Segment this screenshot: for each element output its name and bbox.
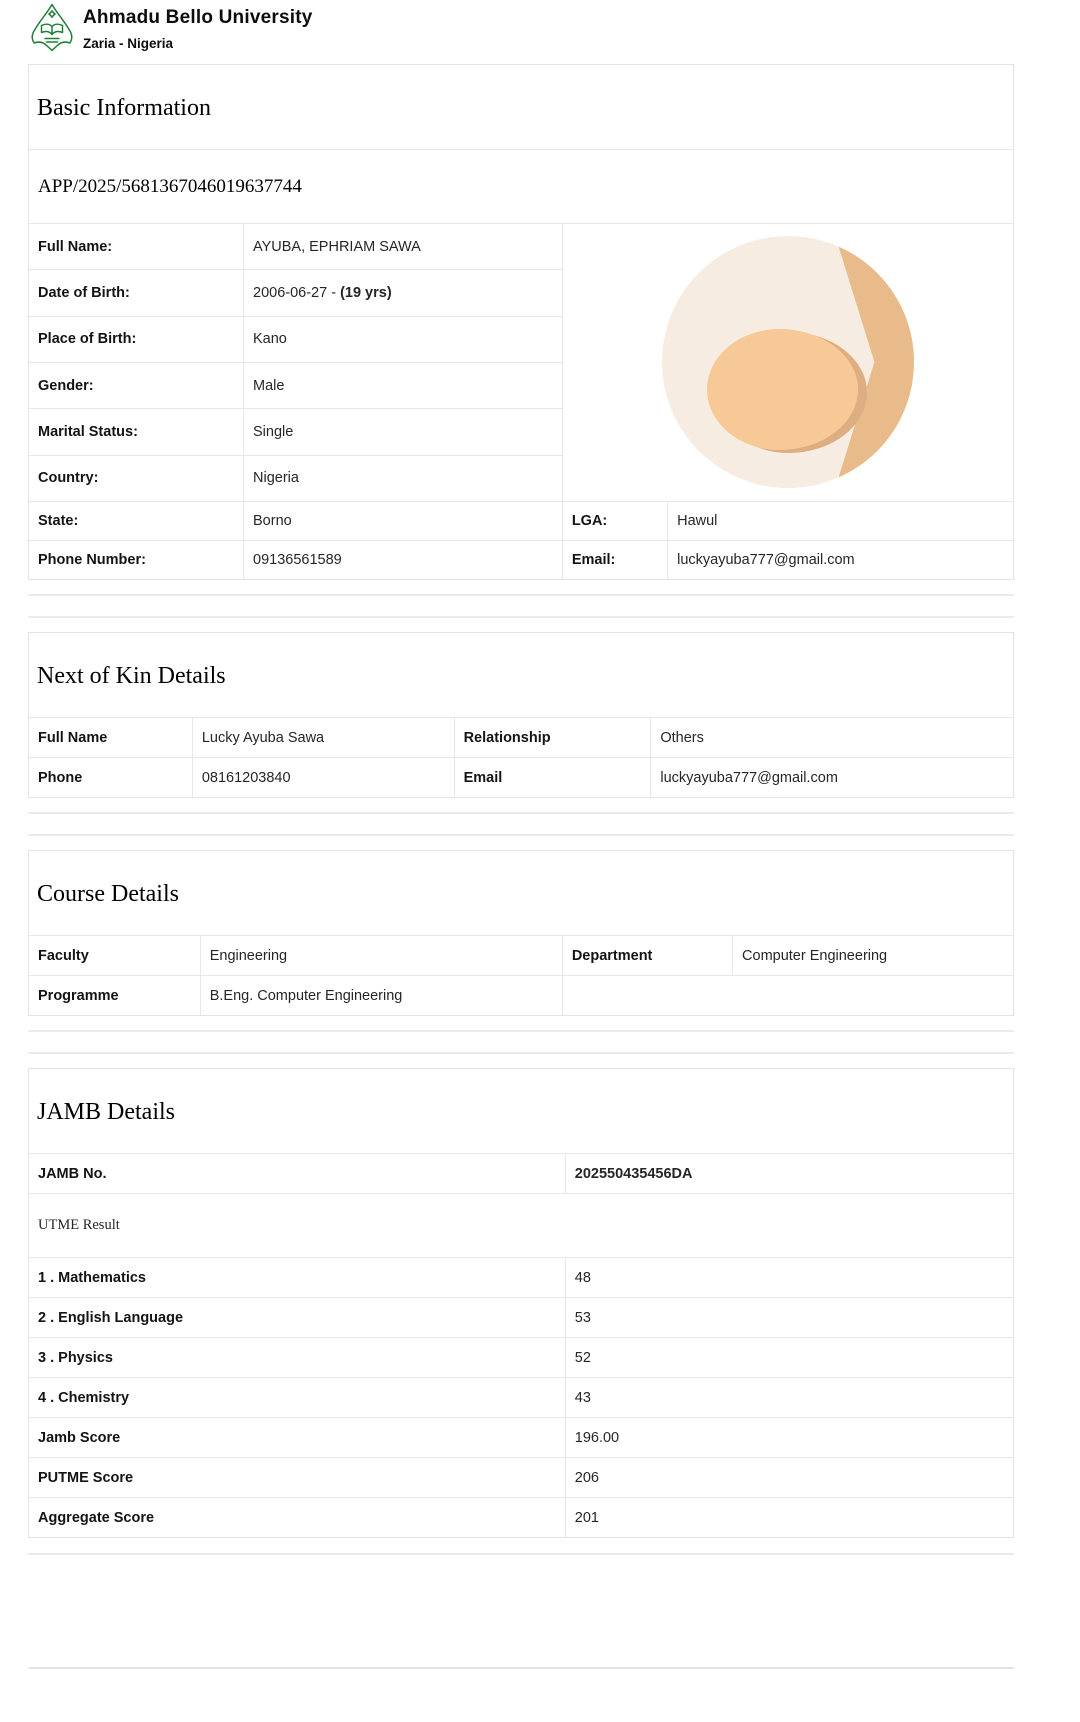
divider-line bbox=[28, 834, 1014, 836]
jamb-score-label: Jamb Score bbox=[29, 1418, 565, 1458]
jamb-no-value: 202550435456DA bbox=[565, 1154, 1013, 1194]
country-value: Nigeria bbox=[244, 455, 563, 501]
kin-phone-label: Phone bbox=[29, 758, 192, 798]
full-name-label: Full Name: bbox=[29, 224, 244, 270]
subject-score: 53 bbox=[565, 1298, 1013, 1338]
university-location: Zaria - Nigeria bbox=[83, 36, 174, 51]
course-details-title: Course Details bbox=[29, 851, 1013, 936]
lga-value: Hawul bbox=[668, 502, 1013, 541]
jamb-no-label: JAMB No. bbox=[29, 1154, 565, 1194]
table-row bbox=[29, 936, 1013, 976]
table-row bbox=[29, 758, 1013, 798]
header bbox=[0, 0, 1080, 64]
next-of-kin-card bbox=[28, 632, 1014, 798]
phone-value: 09136561589 bbox=[244, 541, 563, 580]
subject-score: 43 bbox=[565, 1378, 1013, 1418]
programme-label: Programme bbox=[29, 976, 200, 1016]
kin-relationship-label: Relationship bbox=[454, 718, 651, 758]
email-value: luckyayuba777@gmail.com bbox=[668, 541, 1013, 580]
table-row bbox=[29, 1258, 1013, 1298]
gender-value: Male bbox=[244, 362, 563, 408]
table-row bbox=[29, 1498, 1013, 1538]
header-text bbox=[83, 3, 312, 51]
section-divider bbox=[28, 1016, 1014, 1068]
faculty-label: Faculty bbox=[29, 936, 200, 976]
subject-score: 52 bbox=[565, 1338, 1013, 1378]
faculty-value: Engineering bbox=[200, 936, 562, 976]
divider-line bbox=[28, 1030, 1014, 1032]
department-label: Department bbox=[562, 936, 732, 976]
university-name: Ahmadu Bello University bbox=[83, 7, 313, 28]
pob-value: Kano bbox=[244, 316, 563, 362]
putme-score-label: PUTME Score bbox=[29, 1458, 565, 1498]
dob-age: (19 yrs) bbox=[340, 284, 392, 301]
table-row bbox=[29, 1154, 1013, 1194]
next-of-kin-title: Next of Kin Details bbox=[29, 633, 1013, 718]
lga-label: LGA: bbox=[562, 502, 667, 541]
applicant-photo-cell bbox=[562, 224, 1013, 502]
table-row bbox=[29, 1298, 1013, 1338]
empty-cell bbox=[562, 976, 1013, 1016]
divider-line bbox=[28, 812, 1014, 814]
basic-information-title: Basic Information bbox=[29, 65, 1013, 150]
aggregate-score-value: 201 bbox=[565, 1498, 1013, 1538]
country-label: Country: bbox=[29, 455, 244, 501]
section-divider bbox=[28, 798, 1014, 850]
main-content bbox=[28, 64, 1014, 1679]
applicant-photo bbox=[662, 236, 914, 488]
full-name-value: AYUBA, EPHRIAM SAWA bbox=[244, 224, 563, 270]
jamb-details-title: JAMB Details bbox=[29, 1069, 1013, 1154]
table-row bbox=[29, 1458, 1013, 1498]
jamb-details-card bbox=[28, 1068, 1014, 1538]
next-of-kin-table bbox=[29, 718, 1013, 797]
divider-line bbox=[28, 616, 1014, 618]
table-row bbox=[29, 224, 1013, 270]
state-label: State: bbox=[29, 502, 244, 541]
dob-value bbox=[244, 270, 563, 316]
basic-information-card bbox=[28, 64, 1014, 580]
application-number: APP/2025/5681367046019637744 bbox=[29, 150, 1013, 224]
kin-email-label: Email bbox=[454, 758, 651, 798]
gender-label: Gender: bbox=[29, 362, 244, 408]
putme-score-value: 206 bbox=[565, 1458, 1013, 1498]
table-row bbox=[29, 1378, 1013, 1418]
divider-line bbox=[28, 594, 1014, 596]
dob-date: 2006-06-27 - bbox=[253, 284, 341, 301]
table-row bbox=[29, 1418, 1013, 1458]
email-label: Email: bbox=[562, 541, 667, 580]
jamb-score-value: 196.00 bbox=[565, 1418, 1013, 1458]
course-details-card bbox=[28, 850, 1014, 1016]
basic-information-table bbox=[29, 224, 1013, 579]
table-row bbox=[29, 976, 1013, 1016]
subject-label: 2 . English Language bbox=[29, 1298, 565, 1338]
kin-full-name-label: Full Name bbox=[29, 718, 192, 758]
subject-label: 4 . Chemistry bbox=[29, 1378, 565, 1418]
kin-full-name-value: Lucky Ayuba Sawa bbox=[192, 718, 454, 758]
programme-value: B.Eng. Computer Engineering bbox=[200, 976, 562, 1016]
phone-label: Phone Number: bbox=[29, 541, 244, 580]
marital-status-value: Single bbox=[244, 409, 563, 455]
aggregate-score-label: Aggregate Score bbox=[29, 1498, 565, 1538]
table-row bbox=[29, 1338, 1013, 1378]
dob-label: Date of Birth: bbox=[29, 270, 244, 316]
utme-result-heading: UTME Result bbox=[29, 1194, 1013, 1258]
kin-email-value: luckyayuba777@gmail.com bbox=[651, 758, 1013, 798]
subject-score: 48 bbox=[565, 1258, 1013, 1298]
table-row bbox=[29, 718, 1013, 758]
marital-status-label: Marital Status: bbox=[29, 409, 244, 455]
kin-phone-value: 08161203840 bbox=[192, 758, 454, 798]
subject-label: 1 . Mathematics bbox=[29, 1258, 565, 1298]
table-row bbox=[29, 502, 1013, 541]
divider-line bbox=[28, 1052, 1014, 1054]
spacer bbox=[28, 1555, 1014, 1667]
next-section-edge bbox=[28, 1667, 1014, 1669]
section-divider bbox=[28, 580, 1014, 632]
kin-relationship-value: Others bbox=[651, 718, 1013, 758]
state-value: Borno bbox=[244, 502, 563, 541]
subject-label: 3 . Physics bbox=[29, 1338, 565, 1378]
jamb-details-table bbox=[29, 1154, 1013, 1537]
course-details-table bbox=[29, 936, 1013, 1015]
department-value: Computer Engineering bbox=[733, 936, 1013, 976]
pob-label: Place of Birth: bbox=[29, 316, 244, 362]
table-row bbox=[29, 1194, 1013, 1258]
table-row bbox=[29, 541, 1013, 580]
abu-crest-logo-icon bbox=[30, 3, 74, 55]
